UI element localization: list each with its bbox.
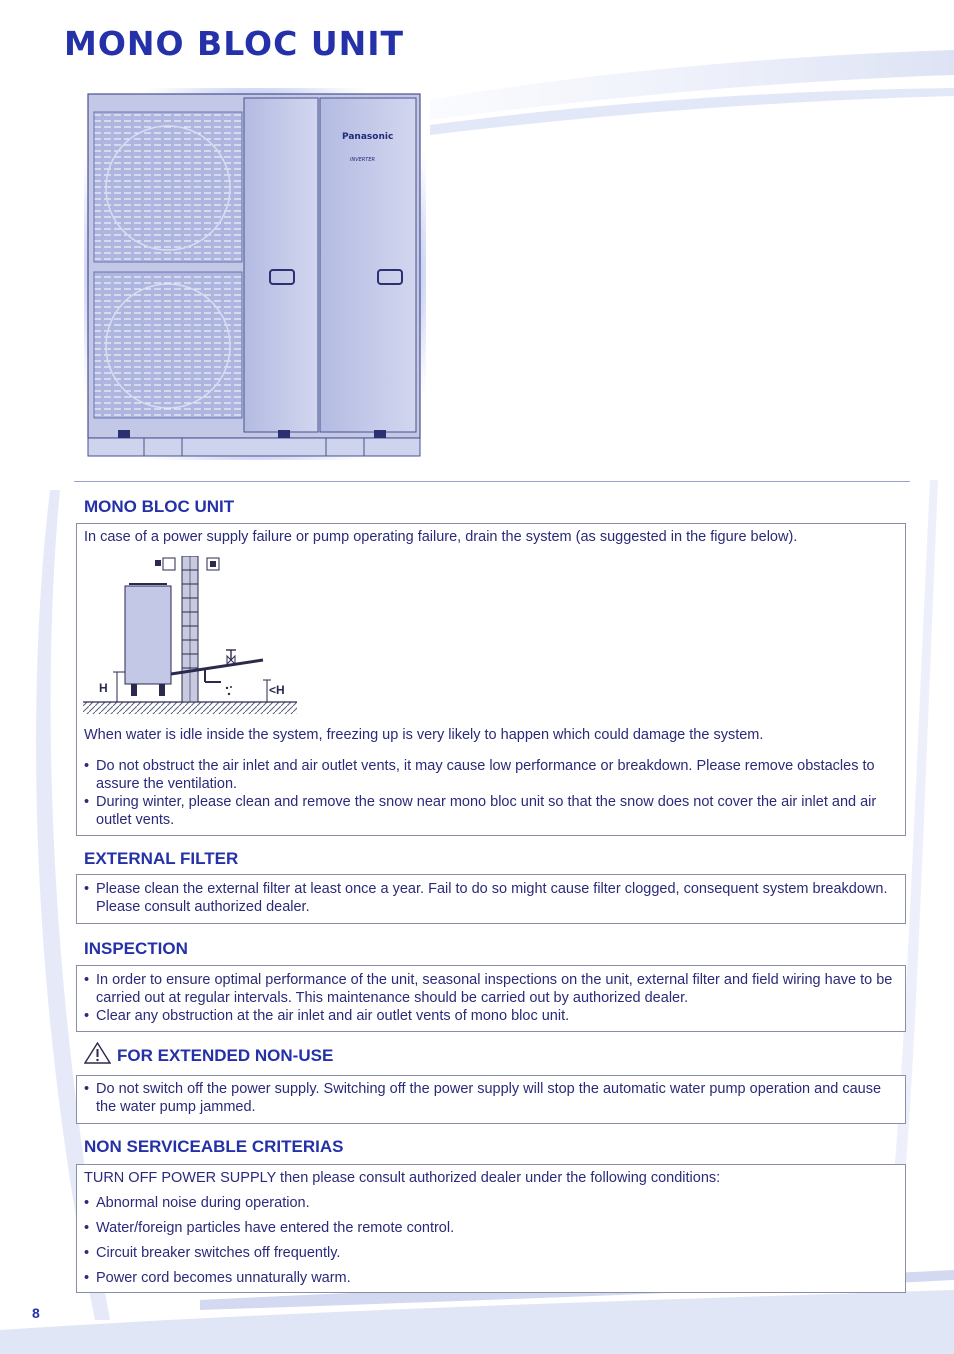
inverter-logo: INVERTER: [350, 157, 375, 163]
extended-non-use-heading-text: FOR EXTENDED NON-USE: [117, 1046, 334, 1065]
warning-icon: [84, 1042, 111, 1069]
external-filter-box: [76, 874, 906, 924]
page-title: MONO BLOC UNIT: [64, 24, 405, 63]
list-item: • Power cord becomes unnaturally warm.: [84, 1269, 899, 1287]
section-heading-inspection: INSPECTION: [84, 939, 188, 958]
list-item: • Circuit breaker switches off frequently.: [84, 1244, 899, 1262]
inspection-bullets: [84, 971, 899, 1025]
inspection-box: [76, 965, 906, 1032]
indoor-indicator-icon: [155, 560, 161, 566]
section-heading-extended-non-use: [84, 1042, 333, 1069]
non-serviceable-box: [76, 1164, 906, 1293]
extended-non-use-box: [76, 1075, 906, 1124]
drain-diagram: [83, 556, 307, 718]
product-illustration: [84, 88, 426, 460]
mono-bloc-bullets: [84, 757, 899, 829]
non-serviceable-bullets: [84, 1194, 899, 1287]
less-than-height-label: <H: [269, 683, 285, 697]
section-heading-non-serviceable: NON SERVICEABLE CRITERIAS: [84, 1137, 344, 1156]
list-item: • During winter, please clean and remove the snow near mono bloc unit so that the snow does not cover the air inlet and air outlet vents.: [84, 793, 899, 829]
height-label: H: [99, 681, 108, 695]
non-serviceable-intro: TURN OFF POWER SUPPLY then please consult authorized dealer under the following conditions:: [84, 1170, 721, 1186]
external-filter-bullets: [84, 880, 899, 916]
list-item: • Clear any obstruction at the air inlet and air outlet vents of mono bloc unit.: [84, 1007, 899, 1025]
extended-non-use-bullets: [84, 1080, 902, 1116]
brand-logo: Panasonic: [342, 132, 394, 142]
list-item: • In order to ensure optimal performance of the unit, seasonal inspections on the unit, external filter and field wiring have to be carried out at regular intervals. This maintenance should be carried out by authorized dealer.: [84, 971, 899, 1007]
section-heading-external-filter: EXTERNAL FILTER: [84, 849, 239, 868]
list-item: • Water/foreign particles have entered the remote control.: [84, 1219, 899, 1237]
mono-bloc-note: When water is idle inside the system, freezing up is very likely to happen which could damage the system.: [84, 727, 764, 743]
list-item: • Please clean the external filter at least once a year. Fail to do so might cause filter clogged, consequent system breakdown. Please consult authorized dealer.: [84, 880, 899, 916]
list-item: • Abnormal noise during operation.: [84, 1194, 899, 1212]
list-item: • Do not obstruct the air inlet and air outlet vents, it may cause low performance or breakdown. Please remove obstacles to assure the ventilation.: [84, 757, 899, 793]
list-item: • Do not switch off the power supply. Switching off the power supply will stop the automatic water pump operation and cause the water pump jammed.: [84, 1080, 902, 1116]
page-number: 8: [32, 1305, 40, 1321]
mono-bloc-intro: In case of a power supply failure or pump operating failure, drain the system (as suggested in the figure below).: [84, 529, 798, 545]
section-heading-mono-bloc: MONO BLOC UNIT: [84, 497, 235, 516]
mono-bloc-unit-image: [84, 88, 426, 460]
mono-bloc-box: [76, 523, 906, 836]
divider: [74, 481, 910, 482]
